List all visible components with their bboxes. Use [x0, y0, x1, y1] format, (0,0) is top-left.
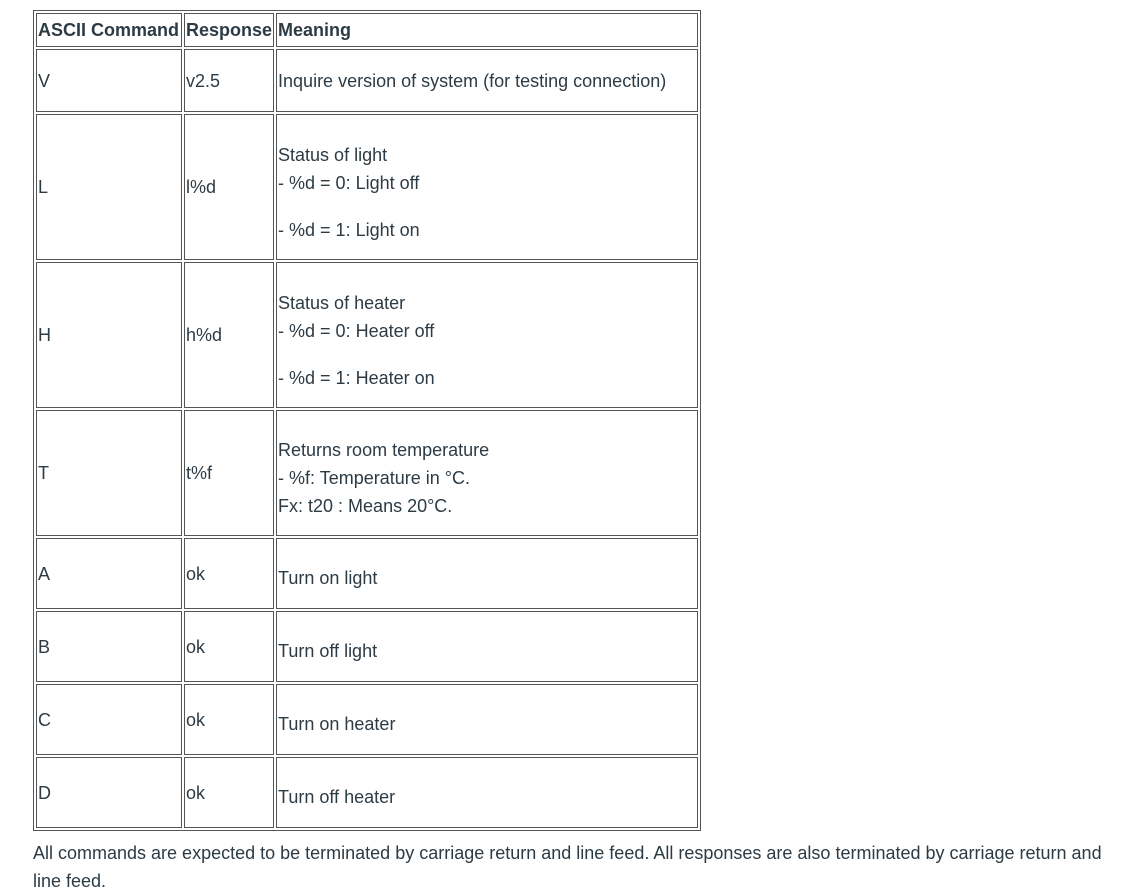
meaning-line: Turn off heater — [278, 787, 396, 807]
header-ascii-command: ASCII Command — [36, 13, 182, 47]
meaning-line: Turn on heater — [278, 714, 396, 734]
meaning-cell — [276, 410, 698, 536]
command-cell: D — [36, 757, 182, 828]
meaning-line: - %d = 0: Heater off — [278, 320, 435, 341]
meaning-line: - %f: Temperature in °C. — [278, 468, 470, 488]
table-row — [36, 114, 698, 260]
meaning-cell — [276, 114, 698, 260]
table-row — [36, 611, 698, 682]
meaning-cell — [276, 262, 698, 408]
footnote-text: All commands are expected to be terminated by carriage return and line feed. All responses are also terminated by carriage return and line feed. — [33, 843, 1102, 891]
response-cell: ok — [184, 684, 274, 755]
command-cell: V — [36, 49, 182, 112]
meaning-cell — [276, 49, 698, 112]
meaning-cell — [276, 684, 698, 755]
command-cell: B — [36, 611, 182, 682]
table-row — [36, 49, 698, 112]
command-cell: L — [36, 114, 182, 260]
response-cell: t%f — [184, 410, 274, 536]
meaning-line: - %d = 1: Light on — [278, 219, 420, 240]
response-cell: h%d — [184, 262, 274, 408]
response-cell: ok — [184, 611, 274, 682]
ascii-command-table — [33, 10, 701, 831]
response-cell: v2.5 — [184, 49, 274, 112]
content-area — [33, 10, 1133, 895]
table-row — [36, 684, 698, 755]
command-cell: H — [36, 262, 182, 408]
meaning-line: - %d = 1: Heater on — [278, 367, 435, 388]
header-meaning: Meaning — [276, 13, 698, 47]
table-header-row — [36, 13, 698, 47]
table-row — [36, 262, 698, 408]
meaning-line: Fx: t20 : Means 20°C. — [278, 496, 453, 516]
meaning-line: Returns room temperature — [278, 440, 490, 460]
meaning-cell — [276, 757, 698, 828]
table-row — [36, 410, 698, 536]
command-cell: A — [36, 538, 182, 609]
response-cell: l%d — [184, 114, 274, 260]
meaning-line: Status of light — [278, 144, 388, 165]
response-cell: ok — [184, 538, 274, 609]
meaning-cell — [276, 611, 698, 682]
meaning-line: Status of heater — [278, 292, 406, 313]
header-response: Response — [184, 13, 274, 47]
meaning-line: Turn on light — [278, 568, 378, 588]
meaning-line: Inquire version of system (for testing connection) — [278, 71, 667, 91]
response-cell: ok — [184, 757, 274, 828]
command-cell: T — [36, 410, 182, 536]
meaning-cell — [276, 538, 698, 609]
table-row — [36, 538, 698, 609]
table-row — [36, 757, 698, 828]
meaning-line: - %d = 0: Light off — [278, 172, 420, 193]
command-cell: C — [36, 684, 182, 755]
meaning-line: Turn off light — [278, 641, 378, 661]
